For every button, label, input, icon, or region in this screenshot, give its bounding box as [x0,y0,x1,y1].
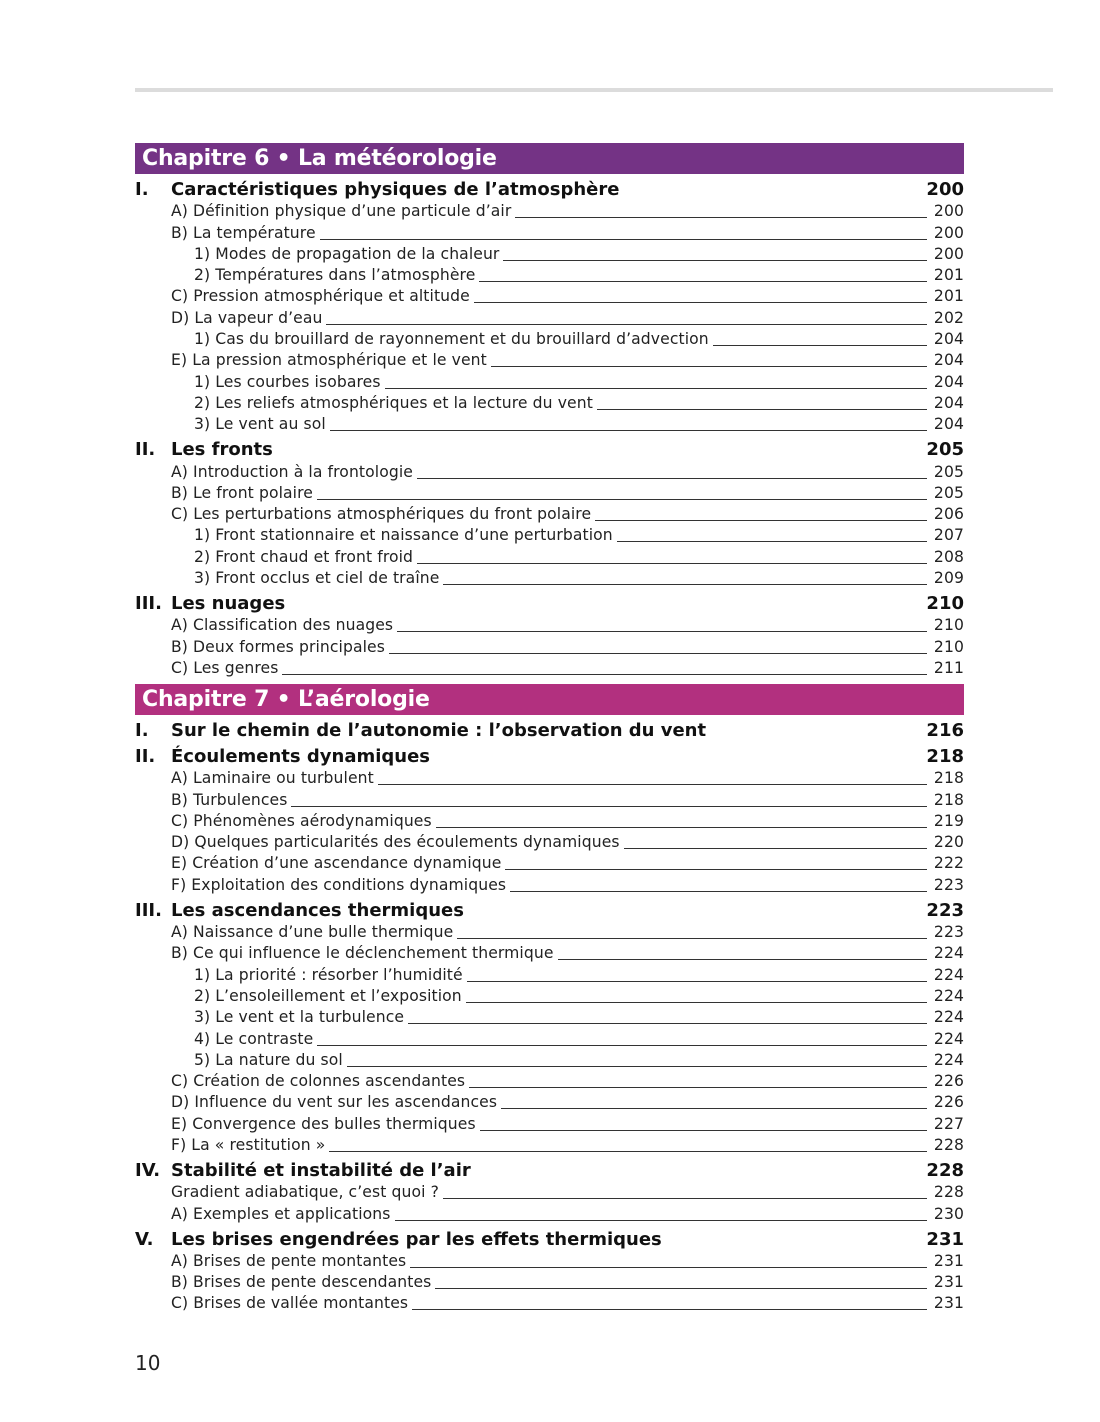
entry-title: A) Introduction à la frontologie [171,462,413,481]
entry-title: B) La température [171,223,316,242]
toc-entry[interactable] [135,1272,964,1293]
leader-line [480,1129,927,1131]
entry-page: 224 [933,1050,964,1069]
entry-page: 204 [933,415,964,434]
toc-entry[interactable] [135,265,964,286]
toc-entry[interactable] [135,658,964,679]
leader-line [329,1150,927,1152]
section-heading[interactable] [135,1159,964,1182]
toc-entry[interactable] [135,546,964,567]
entry-title: F) Exploitation des conditions dynamiques [171,875,507,894]
toc-section [135,899,964,1156]
entry-title: 5) La nature du sol [194,1050,343,1069]
toc-entry[interactable] [135,1182,964,1203]
toc-entry[interactable] [135,329,964,350]
toc-entry[interactable] [135,986,964,1007]
toc-entry[interactable] [135,350,964,371]
leader-line [474,301,927,303]
entry-page: 230 [933,1204,964,1223]
entry-page: 202 [933,308,964,327]
section-number: I. [135,179,149,200]
toc-entry[interactable] [135,811,964,832]
entry-page: 209 [933,569,964,588]
section-title: Les nuages [171,593,286,615]
entry-page: 224 [933,944,964,963]
entry-title: F) La « restitution » [171,1135,326,1154]
toc-section [135,719,964,742]
entry-title: 2) Les reliefs atmosphériques et la lecture du vent [194,393,593,412]
toc-section [135,1159,964,1225]
leader-line [417,562,927,564]
leader-line [515,216,927,218]
entry-page: 220 [933,833,964,852]
leader-line [491,365,927,367]
section-page: 218 [926,745,964,767]
chapter-7 [135,684,964,1315]
section-page: 210 [926,593,964,615]
entry-title: B) Turbulences [171,790,288,809]
entry-title: 4) Le contraste [194,1029,314,1048]
entry-title: B) Brises de pente descendantes [171,1273,432,1292]
entry-page: 224 [933,1008,964,1027]
section-number: IV. [135,1159,161,1181]
toc-entry[interactable] [135,1251,964,1272]
toc-entry[interactable] [135,525,964,546]
entry-page: 231 [933,1294,964,1313]
entry-title: 3) Le vent et la turbulence [194,1008,405,1027]
leader-line [412,1308,927,1310]
leader-line [326,323,927,325]
section-page: 223 [926,899,964,921]
leader-line [617,540,927,542]
section-number: I. [135,719,149,741]
entry-page: 218 [933,790,964,809]
section-number: III. [135,899,162,921]
entry-page: 208 [933,547,964,566]
toc-entry[interactable] [135,414,964,435]
toc-entry[interactable] [135,1028,964,1049]
entry-page: 201 [933,287,964,306]
entry-page: 218 [933,769,964,788]
section-title: Caractéristiques physiques de l’atmosphère [171,179,620,200]
toc-entry[interactable] [135,1092,964,1113]
entry-page: 210 [933,637,964,656]
toc-entry[interactable] [135,1050,964,1071]
leader-line [330,429,927,431]
leader-line [713,344,927,346]
toc-entry[interactable] [135,768,964,789]
toc-entry[interactable] [135,636,964,657]
toc-entry[interactable] [135,615,964,636]
entry-title: B) Ce qui influence le déclenchement thermique [171,944,554,963]
entry-page: 226 [933,1072,964,1091]
entry-page: 210 [933,616,964,635]
entry-page: 219 [933,811,964,830]
entry-page: 224 [933,965,964,984]
entry-page: 206 [933,505,964,524]
toc-entry[interactable] [135,1071,964,1092]
toc-entry[interactable] [135,393,964,414]
entry-page: 223 [933,923,964,942]
section-title: Les ascendances thermiques [171,899,464,921]
leader-line [282,673,927,675]
entry-page: 231 [933,1273,964,1292]
leader-line [385,387,927,389]
chapter-6 [135,143,964,679]
toc-entry[interactable] [135,286,964,307]
leader-line [389,652,927,654]
section-heading[interactable] [135,592,964,615]
section-number: II. [135,745,156,767]
entry-title: C) Les perturbations atmosphériques du front polaire [171,505,592,524]
leader-line [443,583,927,585]
toc-entry[interactable] [135,504,964,525]
toc-entry[interactable] [135,307,964,328]
entry-page: 224 [933,986,964,1005]
entry-page: 228 [933,1135,964,1154]
leader-line [317,498,927,500]
leader-line [595,519,927,521]
entry-title: D) La vapeur d’eau [171,308,323,327]
leader-line [479,280,927,282]
entry-page: 205 [933,462,964,481]
leader-line [624,847,927,849]
entry-title: E) Création d’une ascendance dynamique [171,854,502,873]
toc-entry[interactable] [135,789,964,810]
section-number: II. [135,439,156,461]
leader-line [435,1287,927,1289]
toc-entry[interactable] [135,1203,964,1224]
entry-title: 1) Cas du brouillard de rayonnement et du brouillard d’advection [194,330,709,349]
top-rule [135,88,1053,92]
section-heading[interactable] [135,1228,964,1251]
entry-title: C) Pression atmosphérique et altitude [171,287,470,306]
section-page: 216 [926,719,964,741]
section-page: 231 [926,1228,964,1250]
entry-title: 1) Front stationnaire et naissance d’une perturbation [194,526,613,545]
entry-page: 224 [933,1029,964,1048]
entry-page: 204 [933,372,964,391]
leader-line [436,826,927,828]
entry-title: A) Naissance d’une bulle thermique [171,923,454,942]
entry-page: 211 [933,658,964,677]
entry-title: C) Création de colonnes ascendantes [171,1072,466,1091]
toc-section [135,178,964,435]
toc-entry[interactable] [135,832,964,853]
entry-page: 200 [933,244,964,263]
entry-title: B) Le front polaire [171,483,313,502]
section-heading[interactable] [135,745,964,768]
leader-line [395,1219,927,1221]
leader-line [558,958,927,960]
toc-section [135,592,964,679]
entry-title: C) Les genres [171,658,279,677]
toc-entry[interactable] [135,201,964,222]
leader-line [510,890,927,892]
entry-title: 1) Les courbes isobares [194,372,381,391]
leader-line [466,1001,927,1003]
entry-title: B) Deux formes principales [171,637,385,656]
entry-page: 204 [933,330,964,349]
entry-page: 231 [933,1251,964,1270]
entry-title: C) Brises de vallée montantes [171,1294,409,1313]
entry-title: 2) Températures dans l’atmosphère [194,266,476,285]
toc-entry[interactable] [135,568,964,589]
section-heading[interactable] [135,719,964,742]
toc-section [135,745,964,896]
section-title: Stabilité et instabilité de l’air [171,1159,471,1181]
leader-line [320,238,927,240]
leader-line [291,805,927,807]
toc-entry[interactable] [135,964,964,985]
leader-line [467,980,927,982]
toc-entry[interactable] [135,853,964,874]
toc-entry[interactable] [135,1113,964,1134]
entry-page: 201 [933,266,964,285]
section-page: 228 [926,1159,964,1181]
entry-title: Gradient adiabatique, c’est quoi ? [171,1183,439,1202]
entry-title: E) La pression atmosphérique et le vent [171,351,487,370]
toc-entry[interactable] [135,371,964,392]
table-of-contents [135,143,964,1314]
entry-page: 207 [933,526,964,545]
entry-page: 226 [933,1093,964,1112]
page-number: 10 [135,1351,161,1375]
toc-entry[interactable] [135,922,964,943]
entry-page: 200 [933,223,964,242]
entry-title: 1) Modes de propagation de la chaleur [194,244,500,263]
leader-line [443,1197,927,1199]
entry-page: 222 [933,854,964,873]
leader-line [347,1065,927,1067]
leader-line [410,1266,927,1268]
section-number: III. [135,593,162,615]
entry-page: 205 [933,483,964,502]
section-page: 200 [926,179,964,200]
entry-page: 204 [933,351,964,370]
leader-line [597,408,927,410]
section-title: Les fronts [171,439,273,461]
toc-entry[interactable] [135,943,964,964]
leader-line [503,259,927,261]
toc-entry[interactable] [135,244,964,265]
entry-page: 228 [933,1183,964,1202]
entry-title: E) Convergence des bulles thermiques [171,1114,476,1133]
entry-title: A) Classification des nuages [171,616,394,635]
entry-title: D) Influence du vent sur les ascendances [171,1093,498,1112]
section-heading[interactable] [135,899,964,922]
entry-page: 200 [933,202,964,221]
toc-entry[interactable] [135,1135,964,1156]
entry-title: 1) La priorité : résorber l’humidité [194,965,463,984]
chapter-title-banner: Chapitre 6 • La météorologie [135,143,964,174]
leader-line [317,1044,927,1046]
toc-entry[interactable] [135,461,964,482]
entry-title: A) Exemples et applications [171,1204,391,1223]
entry-title: 2) Front chaud et front froid [194,547,414,566]
entry-title: D) Quelques particularités des écoulements dynamiques [171,833,620,852]
leader-line [397,630,927,632]
entry-title: 3) Le vent au sol [194,415,326,434]
toc-entry[interactable] [135,222,964,243]
toc-section [135,438,964,589]
section-title: Écoulements dynamiques [171,745,431,767]
section-heading[interactable] [135,438,964,461]
entry-page: 204 [933,393,964,412]
section-page: 205 [926,439,964,461]
leader-line [505,868,927,870]
leader-line [378,783,927,785]
leader-line [408,1022,927,1024]
chapter-title-banner: Chapitre 7 • L’aérologie [135,684,964,715]
entry-title: C) Phénomènes aérodynamiques [171,811,432,830]
entry-title: 3) Front occlus et ciel de traîne [194,569,440,588]
leader-line [469,1086,927,1088]
entry-title: 2) L’ensoleillement et l’exposition [194,986,462,1005]
entry-page: 227 [933,1114,964,1133]
toc-entry[interactable] [135,1293,964,1314]
leader-line [417,477,927,479]
leader-line [501,1107,927,1109]
entry-title: A) Laminaire ou turbulent [171,769,374,788]
section-number: V. [135,1228,154,1250]
section-title: Sur le chemin de l’autonomie : l’observation du vent [171,719,707,741]
entry-page: 223 [933,875,964,894]
toc-entry[interactable] [135,874,964,895]
toc-entry[interactable] [135,483,964,504]
toc-entry[interactable] [135,1007,964,1028]
entry-title: A) Brises de pente montantes [171,1251,407,1270]
section-title: Les brises engendrées par les effets thermiques [171,1228,662,1250]
leader-line [457,937,927,939]
entry-title: A) Définition physique d’une particule d’air [171,202,512,221]
toc-section [135,1228,964,1315]
section-heading[interactable] [135,178,964,201]
